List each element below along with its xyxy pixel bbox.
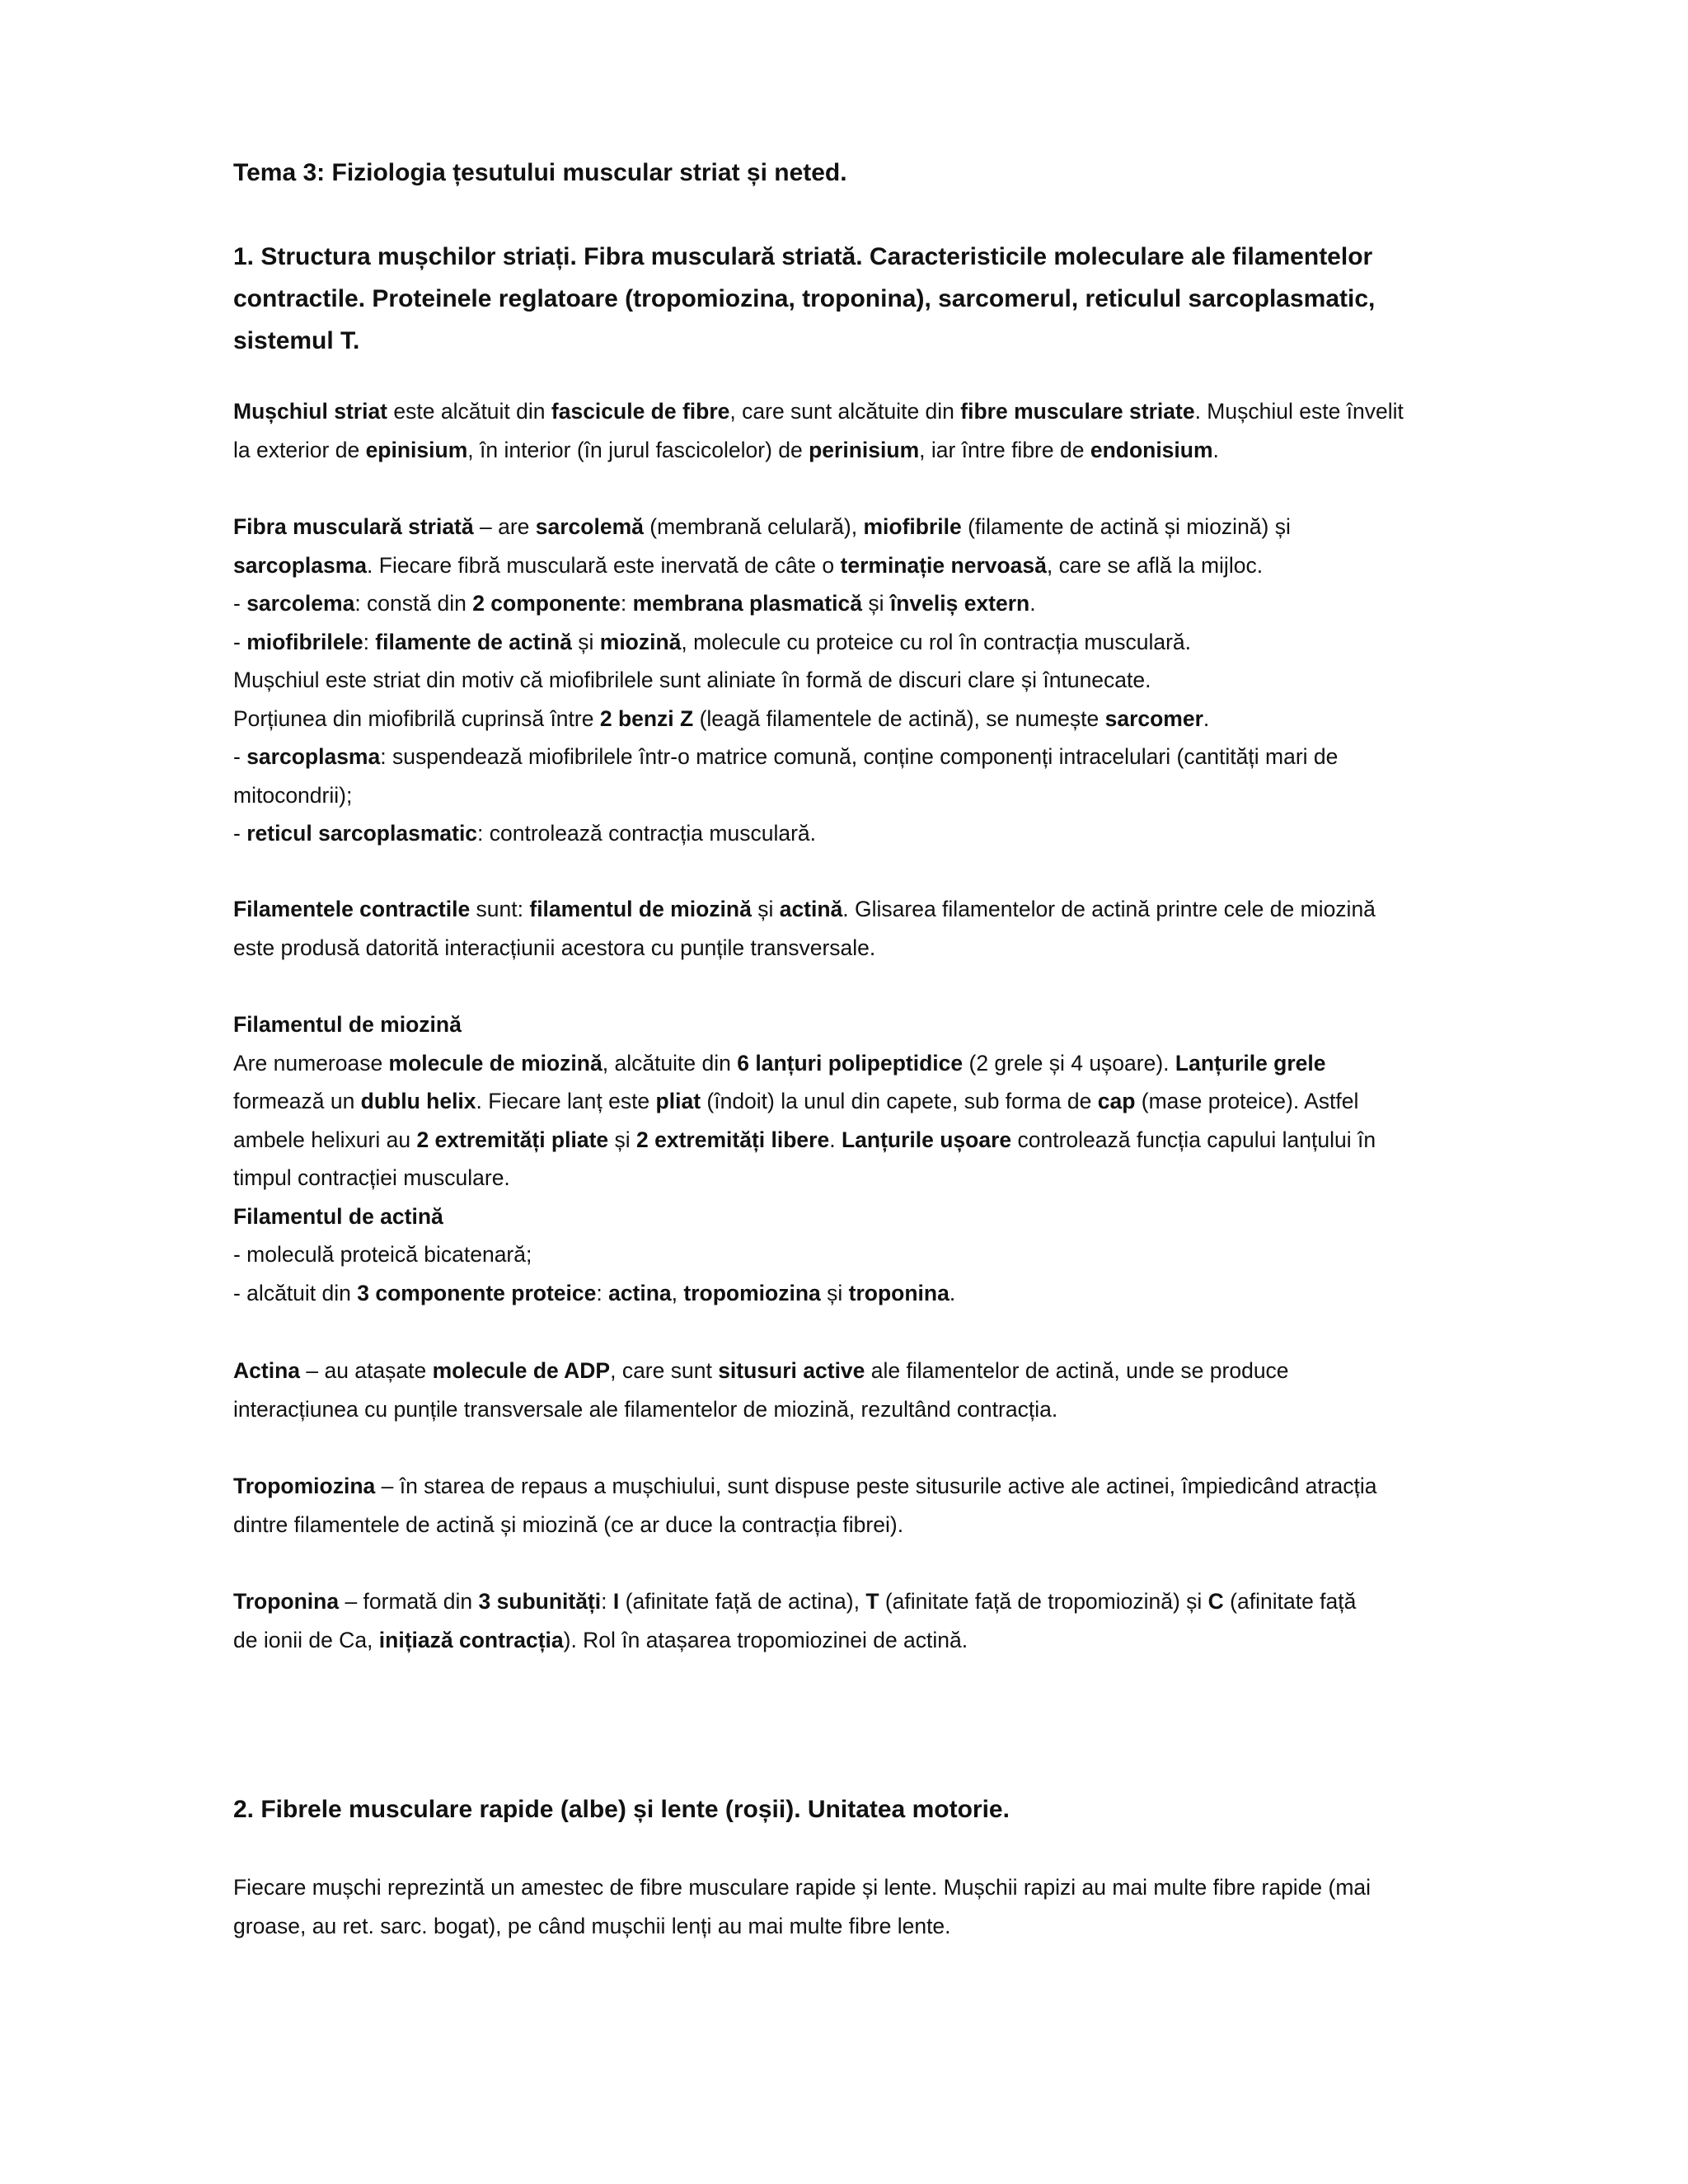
text: . (1212, 437, 1219, 462)
term: Lanțurile ușoare (841, 1127, 1012, 1152)
text: (2 grele și 4 ușoare). (963, 1050, 1175, 1076)
text: la exterior de (233, 437, 366, 462)
term: actină (779, 897, 843, 921)
text-line (233, 890, 1560, 929)
paragraph-troponina (233, 1582, 1560, 1659)
term: Actina (233, 1358, 300, 1383)
text-line (233, 584, 1560, 623)
term: 2 componente (472, 591, 621, 616)
text: Porțiunea din miofibrilă cuprinsă între (233, 705, 600, 731)
text: : (363, 629, 376, 654)
text-line (233, 1352, 1560, 1390)
text: și (608, 1127, 637, 1152)
text: . (1203, 705, 1210, 731)
text: , alcătuite din (602, 1050, 738, 1076)
text: . (1029, 591, 1036, 616)
text: : constă din (354, 591, 473, 616)
text-line: interacțiunea cu punțile transversale ale filamentelor de miozină, rezultând contracția. (233, 1396, 1058, 1422)
text: . Fiecare lanț este (476, 1089, 656, 1113)
term: tropomiozina (683, 1280, 821, 1305)
term: epinisium (365, 437, 468, 462)
term: dublu helix (360, 1089, 476, 1113)
term: Tropomiozina (233, 1474, 376, 1498)
term: înveliș extern (889, 591, 1030, 616)
paragraph-tropomiozina (233, 1467, 1560, 1544)
term: 2 extremități libere (636, 1127, 830, 1152)
term: reticul sarcoplasmatic (246, 821, 478, 846)
subheading: Filamentul de actină (233, 1203, 443, 1229)
paragraph-fibra-musculara (233, 508, 1560, 853)
term: situsuri active (718, 1358, 865, 1383)
text-line (233, 508, 1560, 546)
section-1-heading (233, 236, 1519, 362)
text: - (233, 591, 247, 616)
text: sunt: (470, 897, 530, 921)
text: (leagă filamentele de actină), se numește (693, 705, 1105, 731)
term: perinisium (809, 437, 920, 462)
text: ). Rol în atașarea tropomiozinei de actină. (563, 1627, 968, 1652)
text: – formată din (339, 1589, 479, 1614)
term: molecule de ADP (432, 1358, 611, 1383)
text-line (233, 392, 1560, 431)
term: sarcoplasma (233, 552, 368, 578)
term: Mușchiul striat (233, 399, 388, 424)
text-line: - moleculă proteică bicatenară; (233, 1242, 532, 1267)
term: Fibra musculară striată (233, 514, 474, 539)
text: de ionii de Ca, (233, 1627, 379, 1652)
term: terminație nervoasă (840, 552, 1047, 578)
section-2-heading: 2. Fibrele musculare rapide (albe) și lente (roșii). Unitatea motorie. (233, 1796, 1010, 1823)
text: (afinitate față (1223, 1589, 1357, 1614)
text: (îndoit) la unul din capete, sub forma de (701, 1089, 1098, 1113)
text: . (829, 1127, 842, 1152)
text: – au atașate (300, 1358, 433, 1383)
term: endonisium (1090, 437, 1213, 462)
text-line (233, 700, 1560, 738)
text-line (233, 623, 1560, 662)
text-line (233, 814, 1560, 853)
text-line: Mușchiul este striat din motiv că miofibrilele sunt aliniate în formă de discuri clare și întunecate. (233, 668, 1151, 692)
term: Filamentele contractile (233, 897, 471, 921)
text: și (751, 897, 780, 921)
term: actina (608, 1280, 672, 1305)
text-line (233, 1274, 1560, 1313)
term: sarcomer (1104, 705, 1203, 731)
heading-line: 1. Structura mușchilor striați. Fibra musculară striată. Caracteristicile moleculare ale filamentelor (233, 243, 1373, 270)
document-title: Tema 3: Fiziologia țesutului muscular striat și neted. (233, 159, 847, 186)
text: (afinitate față de actina), (619, 1589, 866, 1614)
term: 2 benzi Z (599, 705, 694, 731)
paragraph-actina (233, 1352, 1560, 1428)
text: : suspendează miofibrilele într-o matrice comună, conține componenți intracelulari (cantități mari de (380, 744, 1339, 769)
term: cap (1097, 1089, 1136, 1113)
text-line (233, 431, 1560, 470)
term: miofibrile (863, 514, 962, 539)
heading-line: sistemul T. (233, 327, 360, 354)
text-line: timpul contracției musculare. (233, 1165, 510, 1190)
text-line: este produsă datorită interacțiunii acestora cu punțile transversale. (233, 935, 876, 960)
text: - (233, 821, 247, 846)
term: Troponina (233, 1589, 340, 1614)
term: membrana plasmatică (632, 591, 862, 616)
text: : (620, 591, 633, 616)
paragraph-filament-miozina (233, 1005, 1560, 1312)
text: controlează funcția capului lanțului în (1011, 1127, 1376, 1152)
term: 3 subunități (478, 1589, 602, 1614)
term: sarcolema (246, 591, 355, 616)
text: . Mușchiul este învelit (1194, 399, 1404, 424)
text: și (820, 1280, 849, 1305)
term: sarcolemă (535, 514, 644, 539)
text: , care sunt alcătuite din (729, 399, 961, 424)
term: miozină (599, 629, 682, 654)
term: pliat (655, 1089, 701, 1113)
text-line: groase, au ret. sarc. bogat), pe când mușchii lenți au mai multe fibre lente. (233, 1913, 951, 1938)
text: , (671, 1280, 684, 1305)
text: – are (473, 514, 536, 539)
term: miofibrilele (246, 629, 363, 654)
term: T (865, 1589, 879, 1614)
text: (filamente de actină și miozină) și (961, 514, 1291, 539)
text: – în starea de repaus a mușchiului, sunt dispuse peste situsurile active ale actinei, împiedicând atracția (375, 1474, 1377, 1498)
text: - alcătuit din (233, 1280, 358, 1305)
text-line (233, 1121, 1560, 1160)
text: (membrană celulară), (643, 514, 864, 539)
text: : (601, 1589, 613, 1614)
text: . (949, 1280, 956, 1305)
text-line (233, 1582, 1560, 1621)
text-line (233, 1044, 1560, 1083)
term: filamente de actină (375, 629, 572, 654)
term: molecule de miozină (388, 1050, 603, 1076)
term: sarcoplasma (246, 744, 381, 769)
term: 2 extremități pliate (416, 1127, 609, 1152)
text: , în interior (în jurul fascicolelor) de (467, 437, 809, 462)
text: este alcătuit din (387, 399, 551, 424)
term: Lanțurile grele (1175, 1050, 1326, 1076)
text: (afinitate față de tropomiozină) și (879, 1589, 1208, 1614)
text: Are numeroase (233, 1050, 389, 1076)
term: C (1207, 1589, 1224, 1614)
text-line (233, 546, 1560, 585)
term: 3 componente proteice (357, 1280, 597, 1305)
text-line (233, 1082, 1560, 1121)
text-line (233, 1621, 1560, 1660)
paragraph-fibre-rapide-lente (233, 1868, 1560, 1945)
paragraph-muschi-striat (233, 392, 1560, 469)
text-line: dintre filamentele de actină și miozină (ce ar duce la contracția fibrei). (233, 1511, 904, 1537)
term: filamentul de miozină (529, 897, 752, 921)
text: - (233, 629, 247, 654)
text: : (596, 1280, 609, 1305)
text: (mase proteice). Astfel (1135, 1089, 1359, 1113)
term: fascicule de fibre (551, 399, 730, 424)
term: 6 lanțuri polipeptidice (737, 1050, 964, 1076)
text: , care sunt (610, 1358, 719, 1383)
text: . Glisarea filamentelor de actină printre cele de miozină (842, 897, 1376, 921)
text: , molecule cu proteice cu rol în contracția musculară. (681, 629, 1192, 654)
text: și (861, 591, 890, 616)
text-line: Fiecare mușchi reprezintă un amestec de fibre musculare rapide și lente. Mușchii rapizi au mai multe fibre rapide (mai (233, 1875, 1372, 1900)
text: : controlează contracția musculară. (477, 821, 816, 846)
text-line (233, 738, 1560, 776)
text: și (571, 629, 600, 654)
text: ambele helixuri au (233, 1127, 417, 1152)
paragraph-filamente-contractile (233, 890, 1560, 967)
text: , care se află la mijloc. (1046, 552, 1264, 578)
text: formează un (233, 1089, 361, 1113)
term: I (612, 1589, 620, 1614)
text: - (233, 744, 247, 769)
text-line: mitocondrii); (233, 782, 353, 808)
heading-line: contractile. Proteinele reglatoare (tropomiozina, troponina), sarcomerul, reticulul sarcoplasmatic, (233, 285, 1376, 312)
text: ale filamentelor de actină, unde se produce (865, 1358, 1289, 1383)
term: fibre musculare striate (960, 399, 1195, 424)
text: , iar între fibre de (919, 437, 1090, 462)
term: troponina (848, 1280, 950, 1305)
term: inițiază contracția (378, 1627, 564, 1652)
text-line (233, 1467, 1560, 1506)
text: . Fiecare fibră musculară este inervată de câte o (367, 552, 841, 578)
subheading: Filamentul de miozină (233, 1012, 462, 1037)
